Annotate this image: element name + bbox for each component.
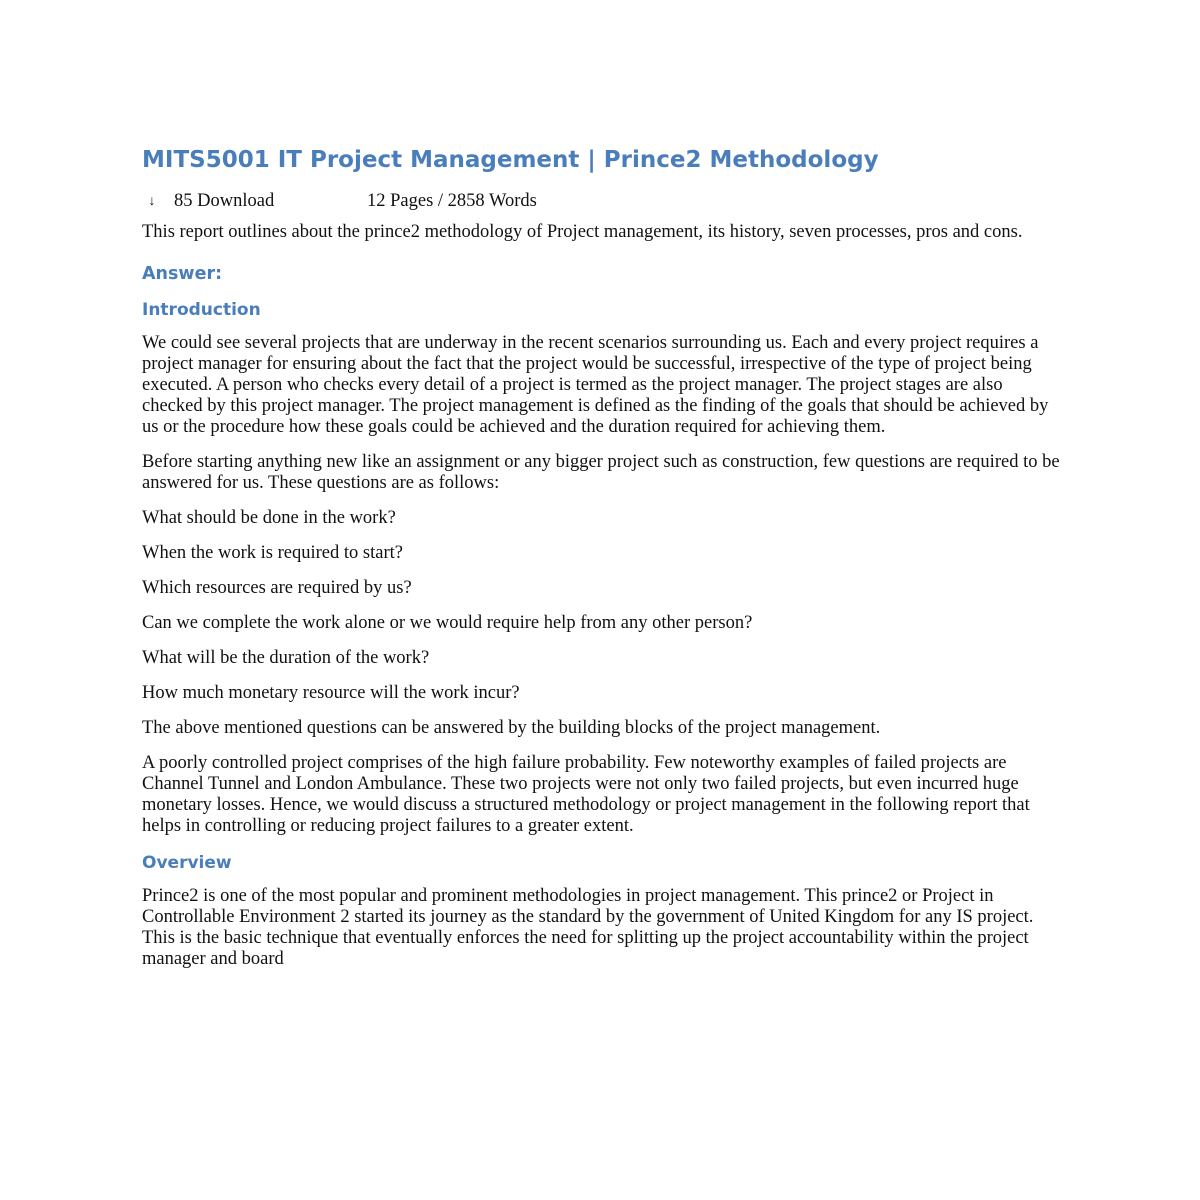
introduction-heading: Introduction [142, 300, 261, 320]
download-icon: ↓ [148, 193, 156, 209]
answer-heading: Answer: [142, 264, 223, 284]
question-item: What will be the duration of the work? [142, 648, 430, 668]
pages-words-count: 12 Pages / 2858 Words [367, 190, 537, 211]
document-title: MITS5001 IT Project Management | Prince2 Methodology [142, 147, 879, 173]
question-item: Which resources are required by us? [142, 578, 412, 598]
question-item: What should be done in the work? [142, 508, 396, 528]
question-item: Can we complete the work alone or we would require help from any other person? [142, 613, 753, 633]
document-meta [142, 188, 1060, 214]
introduction-paragraph-1: We could see several projects that are underway in the recent scenarios surrounding us. Each and every project requires a project manager for ensuring about the fact that the project would be successful, irrespective of the type of project being executed. A person who checks every detail of a project is termed as the project manager. The project stages are also checked by this project manager. The project management is defined as the finding of the goals that should be achieved by us or the procedure how these goals could be achieved and the duration required for achieving them. [142, 333, 1049, 437]
introduction-paragraph-3: The above mentioned questions can be answered by the building blocks of the project management. [142, 718, 881, 738]
document-page [142, 142, 1060, 984]
overview-heading: Overview [142, 853, 232, 873]
introduction-paragraph-2: Before starting anything new like an assignment or any bigger project such as construction, few questions are required to be answered for us. These questions are as follows: [142, 452, 1060, 493]
document-summary: This report outlines about the prince2 methodology of Project management, its history, seven processes, pros and cons. [142, 222, 1023, 242]
introduction-paragraph-4: A poorly controlled project comprises of the high failure probability. Few noteworthy examples of failed projects are Channel Tunnel and London Ambulance. These two projects were not only two failed projects, but even incurred huge monetary losses. Hence, we would discuss a structured methodology or project management in the following report that helps in controlling or reducing project failures to a greater extent. [142, 753, 1030, 836]
download-count: 85 Download [174, 190, 275, 211]
overview-paragraph-1: Prince2 is one of the most popular and prominent methodologies in project management. This prince2 or Project in Controllable Environment 2 started its journey as the standard by the government of United Kingdom for any IS project. This is the basic technique that eventually enforces the need for splitting up the project accountability within the project manager and board [142, 886, 1034, 969]
question-item: When the work is required to start? [142, 543, 403, 563]
question-item: How much monetary resource will the work incur? [142, 683, 520, 703]
